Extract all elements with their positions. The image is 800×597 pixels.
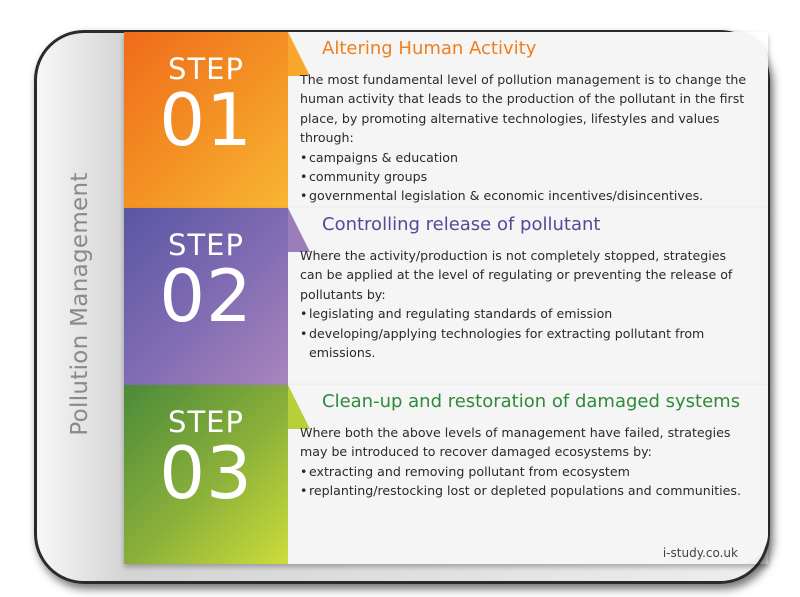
step-2-label: STEP	[168, 228, 244, 262]
credit-text: i-study.co.uk	[662, 546, 738, 560]
bullet-text: developing/applying technologies for extracting pollutant from emissions.	[309, 325, 705, 361]
step-3-number: 03	[159, 431, 253, 515]
step-2-body	[300, 246, 750, 362]
bullet-text: extracting and removing pollutant from ecosystem	[309, 463, 630, 479]
bullet-glyph: •	[300, 306, 308, 322]
step-row-1	[124, 32, 768, 208]
step-3-text: Where both the above levels of management have failed, strategies may be introduced to recover damaged ecosystems by:	[300, 425, 731, 460]
side-title: Pollution Management	[67, 172, 93, 436]
bullet-text: governmental legislation & economic incentives/disincentives.	[309, 188, 704, 204]
list-item	[300, 186, 750, 205]
bullet-glyph: •	[300, 463, 308, 479]
step-row-3	[124, 385, 768, 564]
bullet-text: replanting/restocking lost or depleted populations and communities.	[309, 483, 741, 499]
bullet-glyph: •	[300, 483, 308, 499]
bullet-text: legislating and regulating standards of emission	[309, 306, 613, 322]
step-3-heading: Clean-up and restoration of damaged systems	[322, 391, 741, 412]
step-1-heading: Altering Human Activity	[322, 38, 537, 59]
step-2-number: 02	[159, 254, 253, 338]
step-3-tab	[124, 385, 288, 564]
step-1-bullets	[300, 148, 750, 206]
list-item	[300, 324, 750, 363]
step-3-bullets	[300, 462, 750, 501]
bullet-text: community groups	[309, 169, 428, 185]
bullet-glyph: •	[300, 188, 308, 204]
step-1-body	[300, 70, 750, 206]
step-1-label: STEP	[168, 52, 244, 86]
step-2-heading: Controlling release of pollutant	[322, 214, 601, 235]
step-row-2	[124, 208, 768, 385]
step-1-tab	[124, 32, 288, 208]
step-3-label: STEP	[168, 405, 244, 439]
bullet-glyph: •	[300, 325, 308, 341]
list-item	[300, 481, 750, 500]
step-2-tab	[124, 208, 288, 385]
bullet-text: campaigns & education	[309, 149, 458, 165]
list-item	[300, 167, 750, 186]
step-2-bullets	[300, 304, 750, 362]
step-1-number: 01	[159, 78, 253, 162]
bullet-glyph: •	[300, 149, 308, 165]
step-2-text: Where the activity/production is not completely stopped, strategies can be applied at the level of regulating or preventing the release of pollutants by:	[300, 248, 733, 302]
bullet-glyph: •	[300, 169, 308, 185]
list-item	[300, 304, 750, 323]
list-item	[300, 462, 750, 481]
list-item	[300, 148, 750, 167]
step-3-body	[300, 423, 750, 501]
step-1-text: The most fundamental level of pollution management is to change the human activity that leads to the production of the pollutant in the first place, by promoting alternative technologies, lifestyles and values through:	[300, 72, 747, 146]
